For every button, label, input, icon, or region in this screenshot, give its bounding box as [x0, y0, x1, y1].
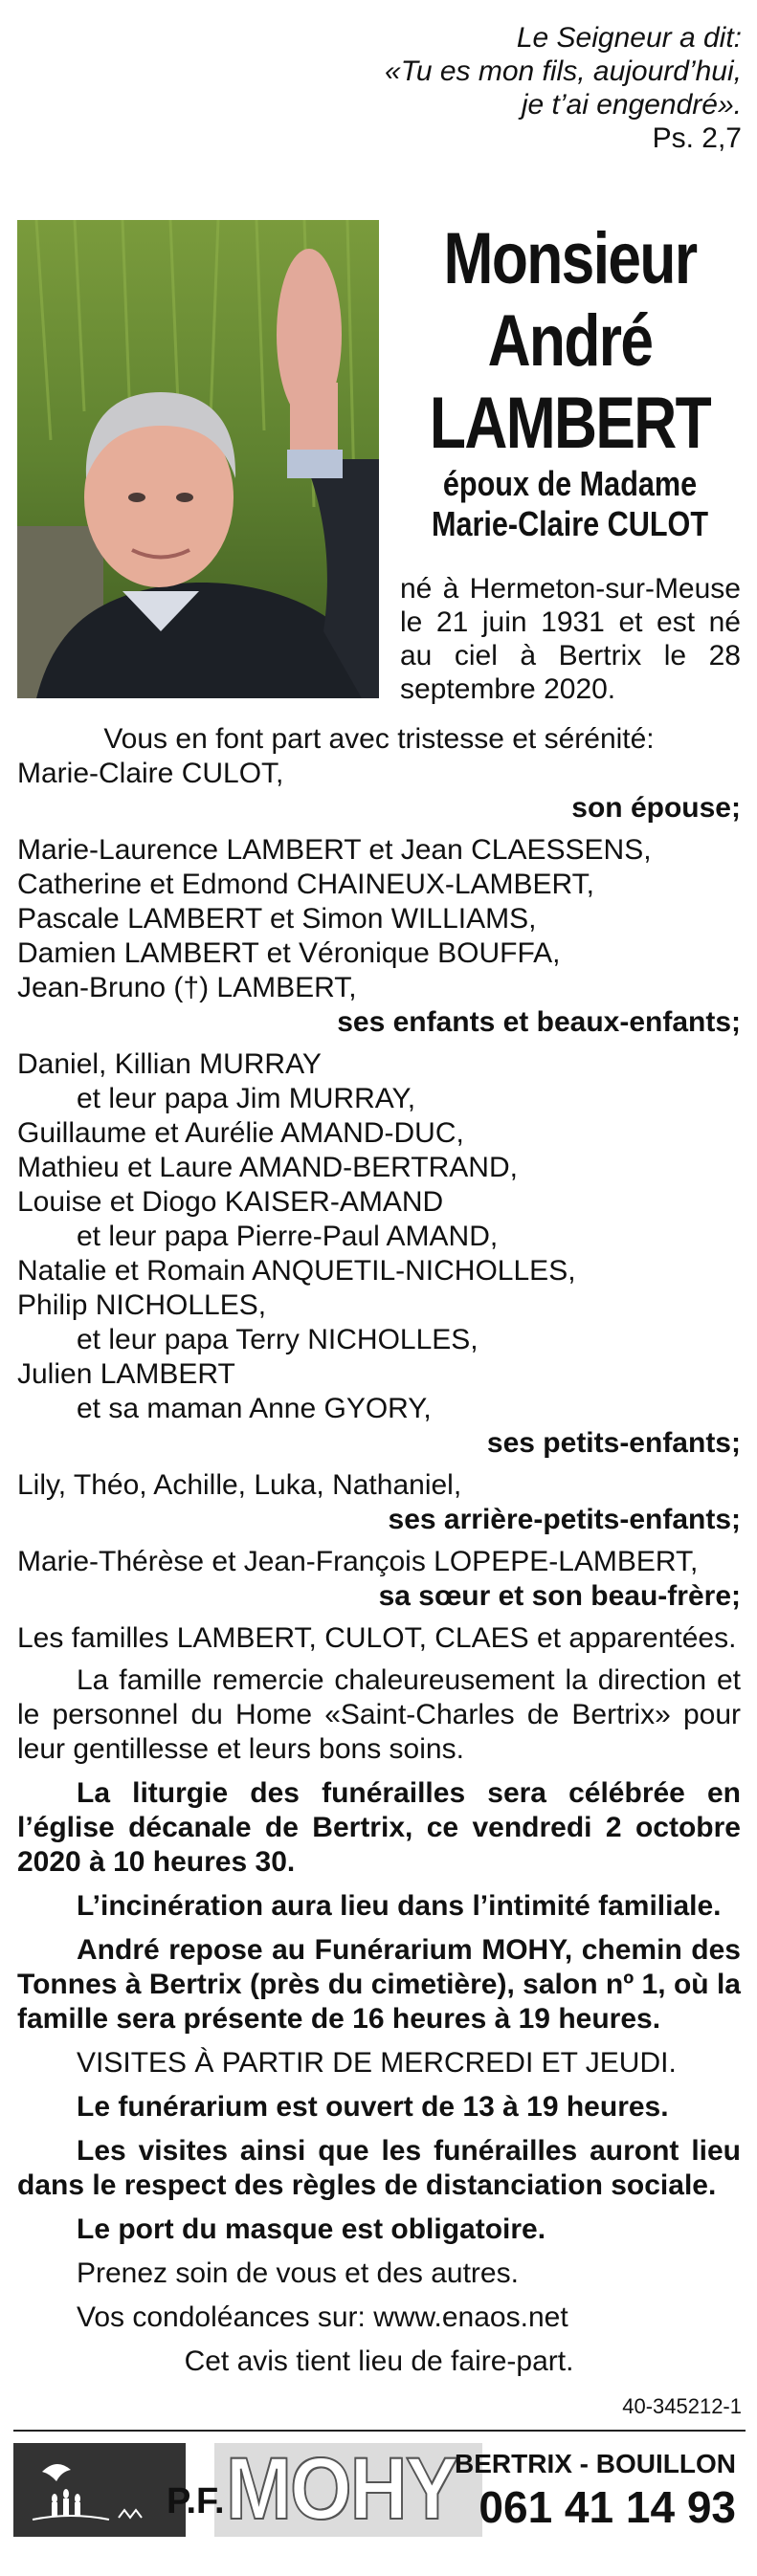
brand-locations: BERTRIX - BOUILLON — [455, 2449, 736, 2478]
grandchild-entry: Daniel, Killian MURRAY — [17, 1048, 322, 1080]
deceased-last-name: LAMBERT — [429, 383, 711, 464]
scripture-quote — [385, 21, 742, 155]
brand-prefix: P.F. — [167, 2481, 225, 2521]
child-entry: Pascale LAMBERT et Simon WILLIAMS, — [17, 903, 537, 935]
portrait-image — [17, 220, 379, 698]
brand-phone: 061 41 14 93 — [479, 2482, 736, 2532]
mask-paragraph: Le port du masque est obligatoire. — [77, 2213, 546, 2245]
spouse-line — [411, 464, 728, 544]
children-label: ses enfants et beaux-enfants; — [337, 1006, 741, 1038]
grandchild-entry: et leur papa Pierre-Paul AMAND, — [77, 1221, 499, 1252]
birth-death-text: né à Hermeton-sur-Meuse le 21 juin 1931 et est né au ciel à Bertrix le 28 septembre 2020. — [400, 573, 741, 705]
notice-paragraph: Cet avis tient lieu de faire-part. — [184, 2345, 574, 2377]
dove-icon — [13, 2443, 186, 2537]
child-entry: Catherine et Edmond CHAINEUX-LAMBERT, — [17, 869, 595, 900]
cremation-paragraph: L’incinération aura lieu dans l’intimité familiale. — [77, 1890, 722, 1922]
spouse-line-1: époux de Madame — [442, 464, 698, 503]
deceased-first-name: André — [487, 300, 653, 382]
visits-paragraph: VISITES À PARTIR DE MERCREDI ET JEUDI. — [77, 2047, 677, 2079]
grandchild-entry: Louise et Diogo KAISER-AMAND — [17, 1186, 444, 1218]
grandchildren-label: ses petits-enfants; — [486, 1427, 741, 1459]
liturgy-paragraph: La liturgie des funérailles sera célébrée en l’église décanale de Bertrix, ce vendredi 2 octobre 2020 à 10 heures 30. — [17, 1777, 741, 1878]
announce-line: Vous en font part avec tristesse et sérénité: — [103, 723, 655, 755]
care-paragraph: Prenez soin de vous et des autres. — [77, 2257, 519, 2289]
condolences-paragraph: Vos condoléances sur: www.enaos.net — [77, 2301, 568, 2333]
grandchild-entry: et leur papa Jim MURRAY, — [77, 1083, 416, 1114]
reference-code: 40-345212-1 — [622, 2394, 742, 2418]
thanks-paragraph: La famille remercie chaleureusement la direction et le personnel du Home «Saint-Charles de Bertrix» pour leur gentillesse et leurs bons soins. — [17, 1664, 741, 1765]
quote-reference: Ps. 2,7 — [652, 122, 742, 154]
dove-candles-emblem — [13, 2443, 186, 2537]
quote-line: Le Seigneur a dit: — [516, 22, 742, 54]
brand-name: MOHY — [226, 2440, 457, 2538]
spouse-label: son épouse; — [571, 792, 741, 824]
great-grandchildren-label: ses arrière-petits-enfants; — [388, 1504, 741, 1535]
great-grandchildren-names: Lily, Théo, Achille, Luka, Nathaniel, — [17, 1469, 462, 1501]
funerarium-paragraph: André repose au Funérarium MOHY, chemin des Tonnes à Bertrix (près du cimetière), salon nº 1, où la famille sera présente de 16 heures à 19 heures. — [17, 1934, 741, 2035]
child-entry: Marie-Laurence LAMBERT et Jean CLAESSENS, — [17, 834, 652, 866]
distancing-paragraph: Les visites ainsi que les funérailles auront lieu dans le respect des règles de distanciation sociale. — [17, 2135, 741, 2201]
spouse-line-2: Marie-Claire CULOT — [431, 504, 709, 543]
grandchild-entry: et sa maman Anne GYORY, — [77, 1393, 432, 1424]
siblings-names: Marie-Thérèse et Jean-François LOPEPE-LAMBERT, — [17, 1546, 699, 1577]
quote-line: «Tu es mon fils, aujourd’hui, — [385, 55, 742, 87]
siblings-label: sa sœur et son beau-frère; — [378, 1580, 741, 1612]
spouse-name: Marie-Claire CULOT, — [17, 758, 284, 789]
children-list — [17, 833, 741, 1005]
funeral-home-footer — [13, 2430, 746, 2542]
families-line: Les familles LAMBERT, CULOT, CLAES et apparentées. — [17, 1622, 737, 1654]
quote-line: je t’ai engendré». — [521, 89, 742, 121]
portrait-photo — [17, 220, 379, 698]
hours-paragraph: Le funérarium est ouvert de 13 à 19 heures. — [77, 2091, 669, 2123]
grandchild-entry: Mathieu et Laure AMAND-BERTRAND, — [17, 1152, 518, 1183]
obituary-body — [17, 722, 741, 2379]
grandchild-entry: Julien LAMBERT — [17, 1358, 235, 1390]
deceased-title: Monsieur — [443, 218, 697, 299]
grandchild-entry: Philip NICHOLLES, — [17, 1289, 267, 1321]
child-entry: Jean-Bruno (†) LAMBERT, — [17, 972, 357, 1003]
deceased-name — [416, 218, 724, 465]
child-entry: Damien LAMBERT et Véronique BOUFFA, — [17, 937, 561, 969]
grandchildren-list — [17, 1047, 741, 1426]
grandchild-entry: Natalie et Romain ANQUETIL-NICHOLLES, — [17, 1255, 576, 1287]
grandchild-entry: Guillaume et Aurélie AMAND-DUC, — [17, 1117, 464, 1149]
grandchild-entry: et leur papa Terry NICHOLLES, — [77, 1324, 479, 1355]
